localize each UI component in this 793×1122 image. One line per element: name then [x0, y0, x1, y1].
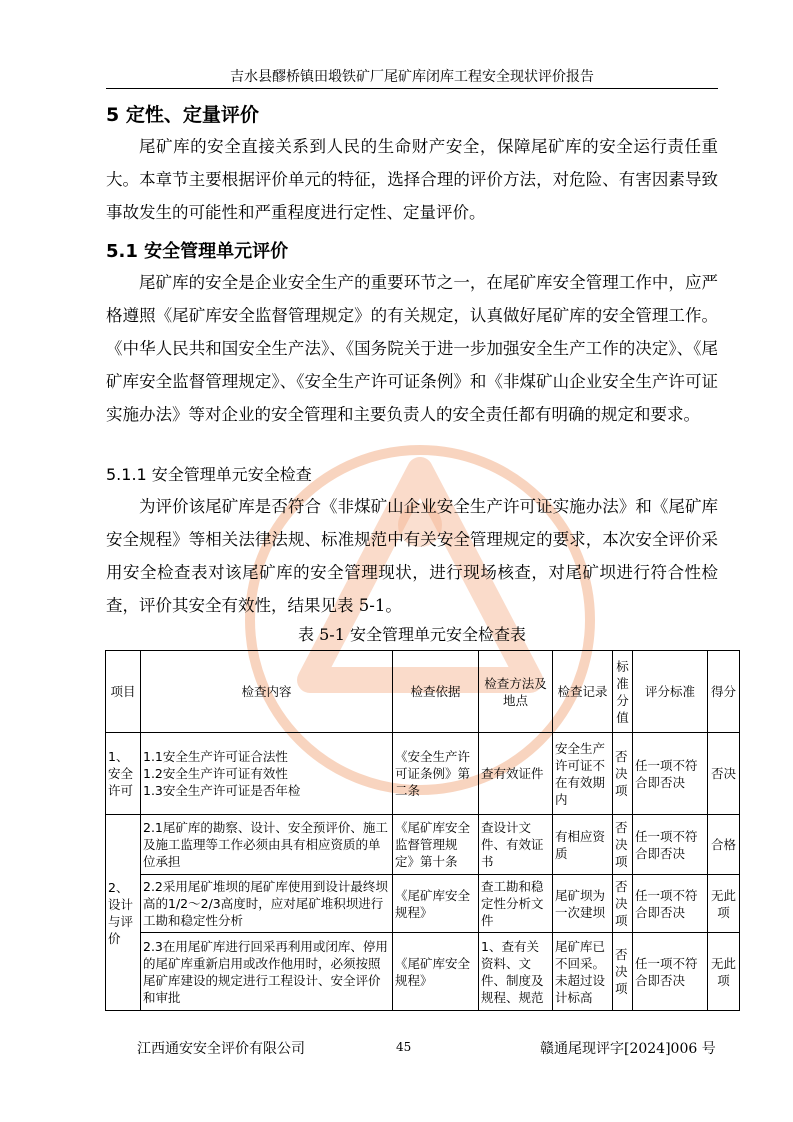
method-cell: 查设计文件、有效证书 [479, 815, 553, 875]
table-row [106, 733, 740, 815]
content-line: 1.3安全生产许可证是否年检 [143, 783, 301, 798]
method-cell: 查工勘和稳定性分析文件 [479, 875, 553, 933]
footer-company: 江西通安安全评价有限公司 [137, 1041, 305, 1057]
section-title: 5 定性、定量评价 [106, 104, 259, 126]
subsection-title: 5.1 安全管理单元评价 [106, 241, 289, 262]
result-cell: 无此项 [708, 875, 740, 933]
header-content: 检查内容 [141, 651, 393, 733]
record-cell: 尾矿库已不回采。未超过设计标高 [553, 933, 613, 1011]
content-cell: 2.1尾矿库的勘察、设计、安全预评价、施工及施工监理等工作必须由具有相应资质的单位承担 [141, 815, 393, 875]
score-std-cell: 否决项 [613, 875, 633, 933]
score-std-cell: 否决项 [613, 933, 633, 1011]
section-intro: 尾矿库的安全直接关系到人民的生命财产安全，保障尾矿库的安全运行责任重大。本章节主要根据评价单元的特征，选择合理的评价方法，对危险、有害因素导致事故发生的可能性和严重程度进行定性、定量评价。 [106, 137, 718, 222]
method-cell: 1、查有关资料、文件、制度及规程、规范 [479, 933, 553, 1011]
result-cell: 合格 [708, 815, 740, 875]
content-cell [141, 733, 393, 815]
content-line: 1.1安全生产许可证合法性 [143, 749, 288, 764]
table-row [106, 875, 740, 933]
table-row [106, 933, 740, 1011]
criteria-cell: 任一项不符合即否决 [633, 933, 708, 1011]
item-cell: 1、安全许可 [106, 733, 141, 815]
subsubsection-title: 5.1.1 安全管理单元安全检查 [106, 465, 312, 484]
page-header-title: 吉水县醪桥镇田塅铁矿厂尾矿库闭库工程安全现状评价报告 [230, 69, 594, 85]
safety-check-table [105, 650, 740, 1011]
subsubsection-body: 为评价该尾矿库是否符合《非煤矿山企业安全生产许可证实施办法》和《尾矿库安全规程》等相关法律法规、标准规范中有关安全管理规定的要求，本次安全评价采用安全检查表对该尾矿库的安全管理现状，进行现场核查，对尾矿坝进行符合性检查，评价其安全有效性，结果见表 5-1。 [106, 497, 718, 615]
item-cell: 2、设计与评价 [106, 815, 141, 1011]
basis-cell: 《安全生产许可证条例》第二条 [393, 733, 479, 815]
table-caption: 表 5-1 安全管理单元安全检查表 [298, 625, 526, 644]
criteria-cell: 任一项不符合即否决 [633, 733, 708, 815]
header-item: 项目 [106, 651, 141, 733]
result-cell: 否决 [708, 733, 740, 815]
criteria-cell: 任一项不符合即否决 [633, 875, 708, 933]
basis-cell: 《尾矿库安全规程》 [393, 933, 479, 1011]
result-cell: 无此项 [708, 933, 740, 1011]
header-result: 得分 [708, 651, 740, 733]
content-line: 1.2安全生产许可证有效性 [143, 766, 288, 781]
header-record: 检查记录 [553, 651, 613, 733]
record-cell: 有相应资质 [553, 815, 613, 875]
header-score-std: 标准分值 [613, 651, 633, 733]
header-divider [106, 88, 718, 89]
footer-doc-number: 赣通尾现评字[2024]006 号 [540, 1041, 716, 1057]
score-std-cell: 否决项 [613, 815, 633, 875]
criteria-cell: 任一项不符合即否决 [633, 815, 708, 875]
method-cell: 查有效证件 [479, 733, 553, 815]
header-criteria: 评分标准 [633, 651, 708, 733]
basis-cell: 《尾矿库安全监督管理规定》第十条 [393, 815, 479, 875]
header-basis: 检查依据 [393, 651, 479, 733]
record-cell: 安全生产许可证不在有效期内 [553, 733, 613, 815]
basis-cell: 《尾矿库安全规程》 [393, 875, 479, 933]
score-std-cell: 否决项 [613, 733, 633, 815]
content-cell: 2.2采用尾矿堆坝的尾矿库使用到设计最终坝高的1/2～2/3高度时，应对尾矿堆积坝进行工勘和稳定性分析 [141, 875, 393, 933]
content-cell: 2.3在用尾矿库进行回采再利用或闭库、停用的尾矿库重新启用或改作他用时，必须按照尾矿库建设的规定进行工程设计、安全评价和审批 [141, 933, 393, 1011]
record-cell: 尾矿坝为一次建坝 [553, 875, 613, 933]
subsection-body: 尾矿库的安全是企业安全生产的重要环节之一，在尾矿库安全管理工作中，应严格遵照《尾矿库安全监督管理规定》的有关规定，认真做好尾矿库的安全管理工作。《中华人民共和国安全生产法》、《国务院关于进一步加强安全生产工作的决定》、《尾矿库安全监督管理规定》、《安全生产许可证条例》和《非煤矿山企业安全生产许可证实施办法》等对企业的安全管理和主要负责人的安全责任都有明确的规定和要求。 [106, 273, 718, 424]
header-method: 检查方法及地点 [479, 651, 553, 733]
table-header-row [106, 651, 740, 733]
table-row [106, 815, 740, 875]
footer-page-number: 45 [396, 1040, 412, 1054]
